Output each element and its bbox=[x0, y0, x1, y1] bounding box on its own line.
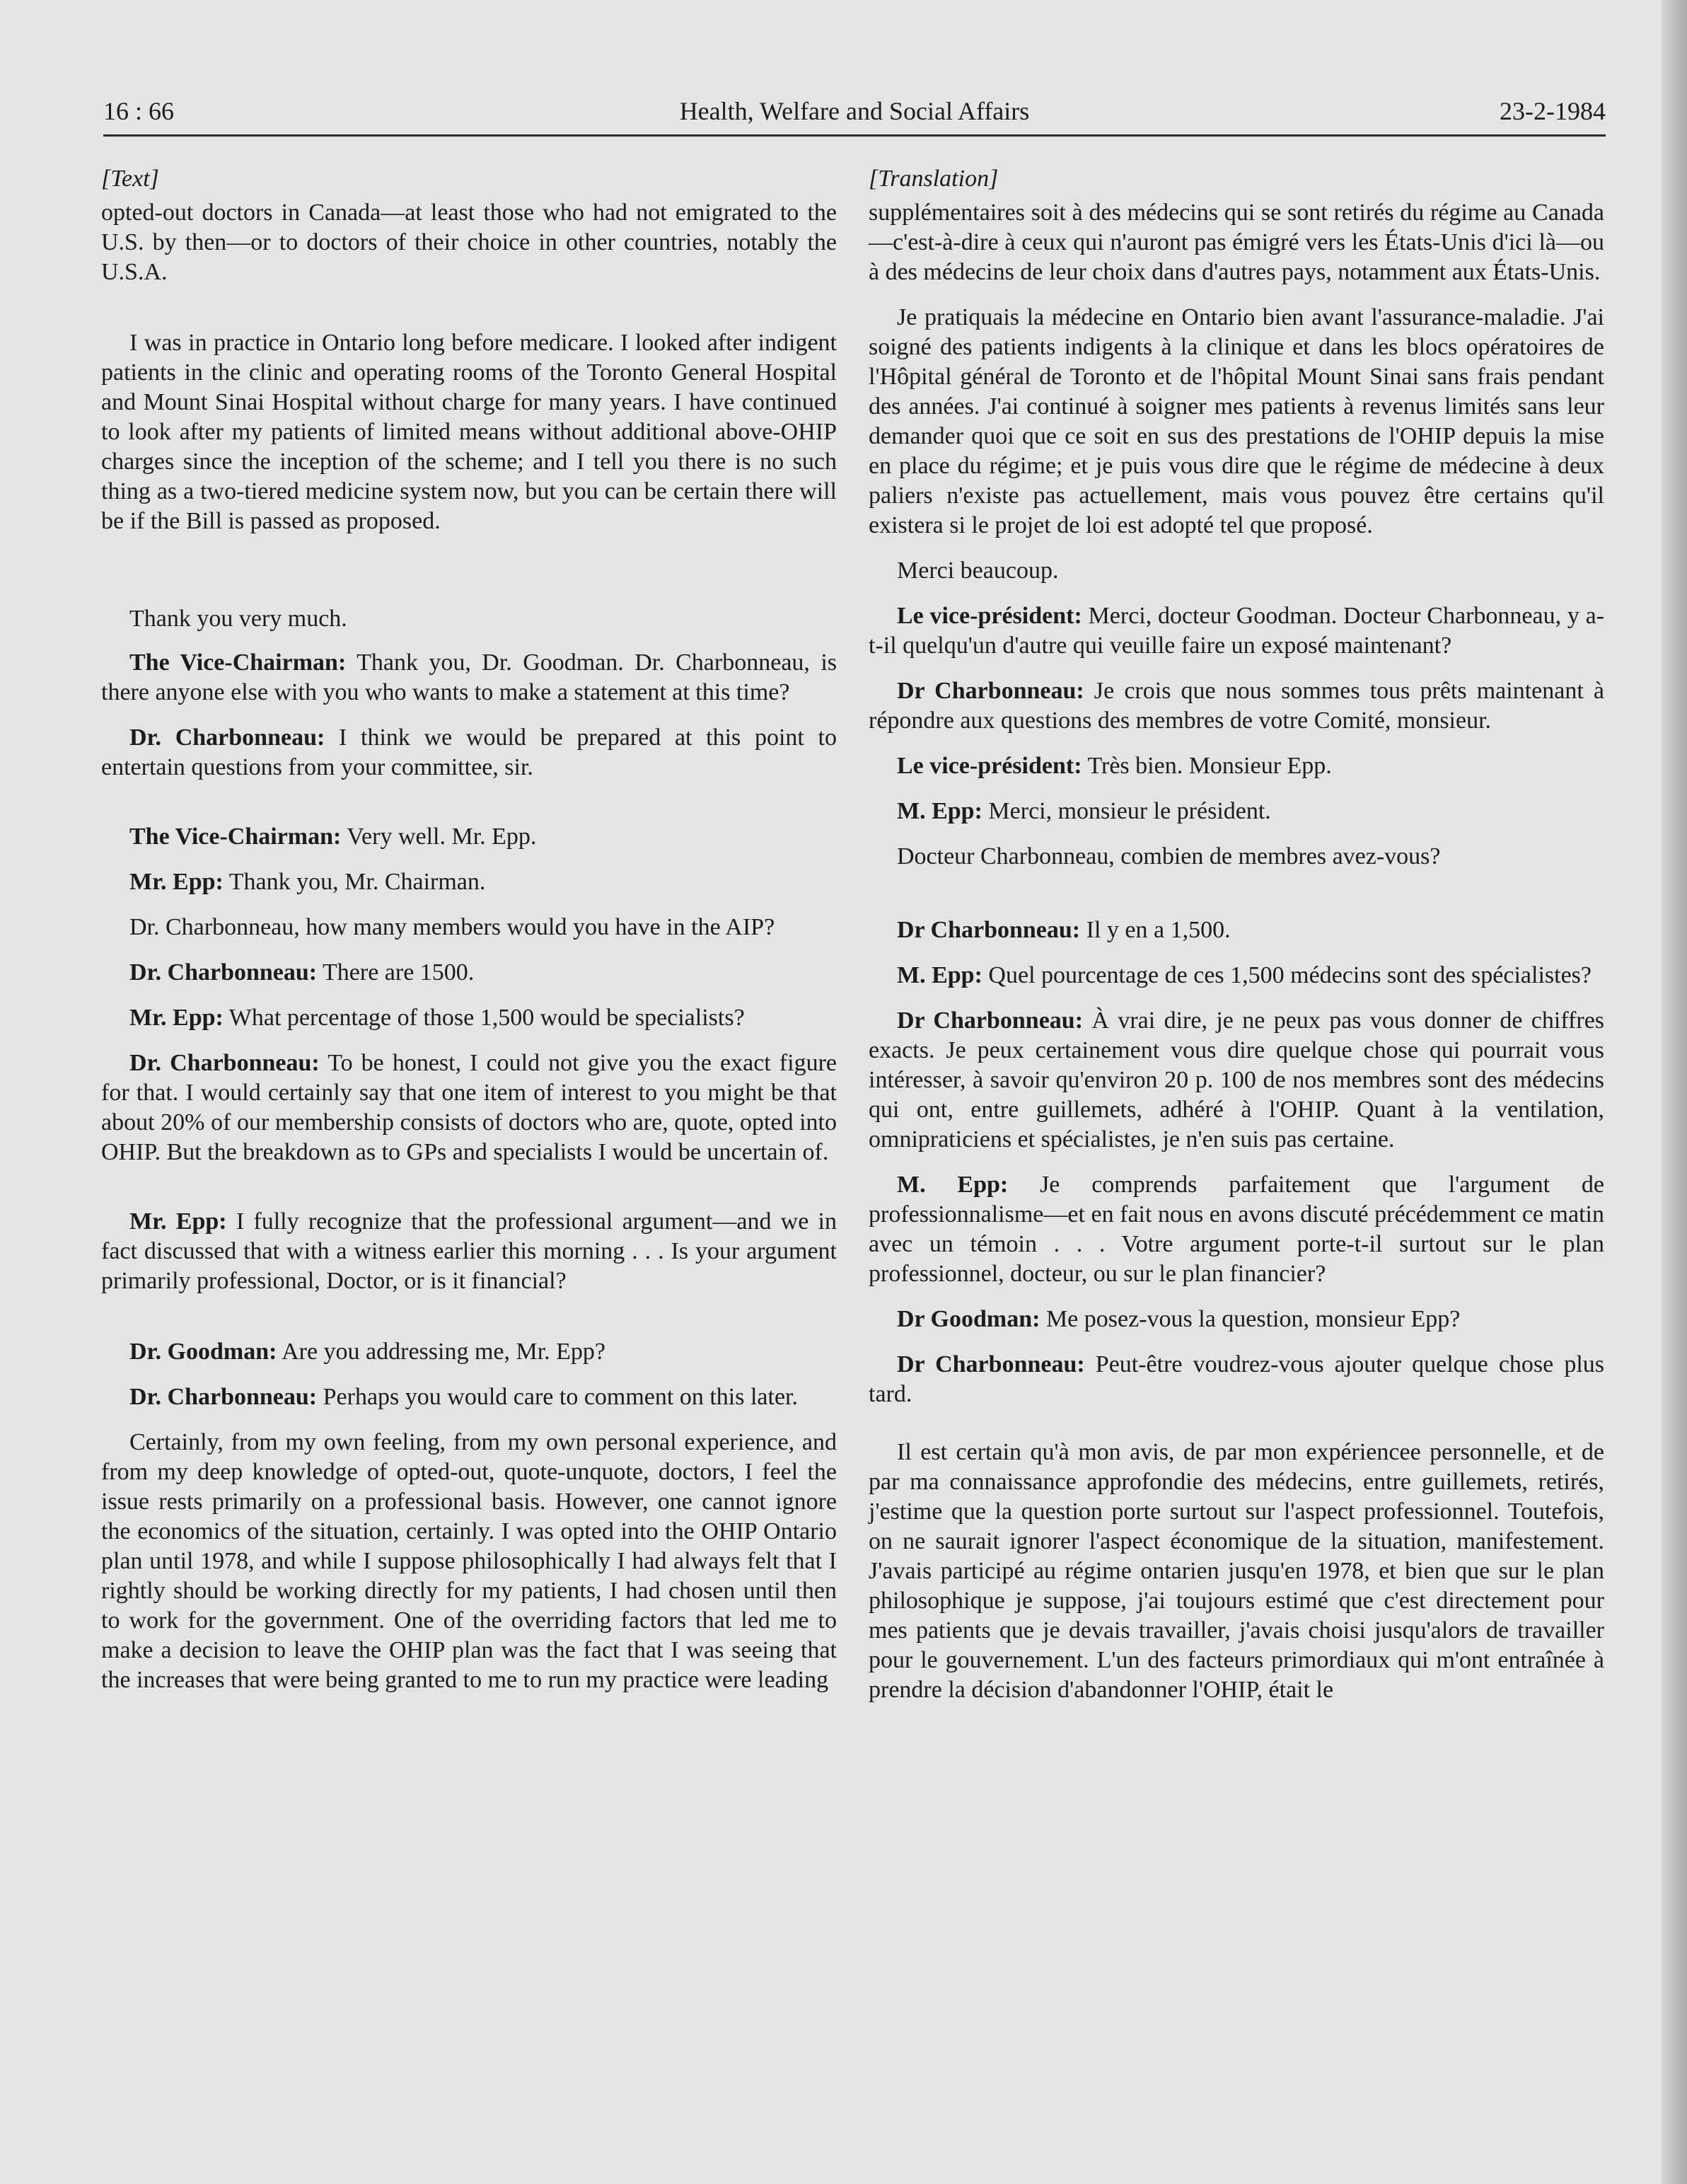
speech-paragraph: Dr. Goodman: Are you addressing me, Mr. Epp? bbox=[129, 1339, 606, 1365]
speech-paragraph: Dr Goodman: Me posez-vous la question, monsieur Epp? bbox=[897, 1306, 1461, 1332]
paragraph: Certainly, from my own feeling, from my own personal experience, and from my deep knowledge of opted-out, quote-unquote, doctors, I feel the issue rests primarily on a professional basis. However, one cannot ignore the economics of the situation, certainly. I was opted into the OHIP Ontario plan until 1978, and while I suppose philosophically I had always felt that I rightly should be working directly for my patients, I had chosen until then to work for the government. One of the overriding factors that led me to make a decision to leave the OHIP plan was the fact that I was seeing that the increases that were being granted to me to run my practice were leading bbox=[101, 1429, 837, 1693]
speech-paragraph: Dr. Charbonneau: There are 1500. bbox=[129, 959, 475, 986]
speech-paragraph: Dr Charbonneau: Peut-être voudrez-vous ajouter quelque chose plus tard. bbox=[869, 1351, 1604, 1407]
speech-paragraph: Dr. Charbonneau: To be honest, I could not give you the exact figure for that. I would certainly say that one item of interest to you might be that about 20% of our membership consists of doctors who are, quote, opted into OHIP. But the breakdown as to GPs and specialists I would be uncertain of. bbox=[101, 1050, 837, 1165]
speaker-name: Dr Charbonneau: bbox=[897, 1351, 1085, 1377]
column-label: [Translation] bbox=[869, 166, 999, 192]
speaker-name: Dr. Charbonneau: bbox=[129, 1050, 320, 1076]
paragraph: Merci beaucoup. bbox=[897, 557, 1059, 584]
paragraph: I was in practice in Ontario long before medicare. I looked after indigent patients in the clinic and operating rooms of the Toronto General Hospital and Mount Sinai Hospital without charge for many years. I have continued to look after my patients of limited means without additional above-OHIP charges since the inception of the scheme; and I tell you there is no such thing as a two-tiered medicine system now, but you can be certain there will be if the Bill is passed as proposed. bbox=[101, 330, 837, 534]
paragraph: Docteur Charbonneau, combien de membres avez-vous? bbox=[897, 843, 1441, 869]
speech-paragraph: The Vice-Chairman: Very well. Mr. Epp. bbox=[129, 824, 537, 850]
paragraph: Dr. Charbonneau, how many members would you have in the AIP? bbox=[129, 914, 775, 940]
paragraph: Thank you very much. bbox=[129, 606, 347, 632]
speaker-name: Dr Charbonneau: bbox=[897, 1007, 1084, 1034]
speech-paragraph: Mr. Epp: Thank you, Mr. Chairman. bbox=[129, 869, 486, 895]
running-title: Health, Welfare and Social Affairs bbox=[679, 97, 1030, 125]
english-column bbox=[101, 164, 837, 1695]
speaker-name: Dr. Charbonneau: bbox=[129, 1384, 318, 1410]
paragraph: Il est certain qu'à mon avis, de par mon expérienceе personnelle, et de par ma connaissance approfondie des médecins, entre guillemets, retirés, j'estime que la question porte surtout sur l'aspect professionnel. Toutefois, on ne saurait ignorer l'aspect économique de la situation, manifestement. J'avais participé au régime ontarien jusqu'en 1978, et bien que sur le plan philosophique je suppose, j'ai toujours estimé que c'est directement pour mes patients que je devais travailler, j'avais choisi jusqu'alors de travailler pour le gouvernement. L'un des facteurs primordiaux qui m'ont entraînée à prendre la décision d'abandonner l'OHIP, était le bbox=[869, 1439, 1604, 1703]
speech-paragraph: The Vice-Chairman: Thank you, Dr. Goodman. Dr. Charbonneau, is there anyone else with you who wants to make a statement at this time? bbox=[101, 649, 837, 705]
speech-paragraph: Le vice-président: Merci, docteur Goodman. Docteur Charbonneau, y a-t-il quelqu'un d'autre qui veuille faire un exposé maintenant? bbox=[869, 603, 1604, 659]
speaker-name: M. Epp: bbox=[897, 1172, 1009, 1198]
speech-paragraph: Dr Charbonneau: À vrai dire, je ne peux pas vous donner de chiffres exacts. Je peux certainement vous dire quelque chose qui pourrait vous intéresser, à savoir qu'environ 20 p. 100 de nos membres sont des médecins qui ont, entre guillemets, adhéré à l'OHIP. Quant à la ventilation, omnipraticiens et spécialistes, je n'en suis pas certaine. bbox=[869, 1007, 1605, 1152]
speaker-name: The Vice-Chairman: bbox=[129, 649, 347, 676]
speech-paragraph: Mr. Epp: I fully recognize that the professional argument—and we in fact discussed that with a witness earlier this morning . . . Is your argument primarily professional, Doctor, or is it financial? bbox=[101, 1208, 837, 1294]
speaker-name: Mr. Epp: bbox=[129, 1208, 227, 1235]
speech-paragraph: Dr Charbonneau: Je crois que nous sommes tous prêts maintenant à répondre aux questions des membres de votre Comité, monsieur. bbox=[869, 678, 1604, 734]
page-edge bbox=[1662, 0, 1687, 2184]
page-header bbox=[103, 92, 1606, 137]
column-label: [Text] bbox=[101, 166, 159, 192]
speaker-name: Dr Charbonneau: bbox=[897, 678, 1084, 704]
speech-paragraph: Dr Charbonneau: Il y en a 1,500. bbox=[897, 917, 1231, 943]
speaker-name: Le vice-président: bbox=[897, 603, 1082, 629]
speaker-name: Dr Charbonneau: bbox=[897, 917, 1081, 943]
speech-paragraph: Mr. Epp: What percentage of those 1,500 would be specialists? bbox=[129, 1005, 745, 1031]
paragraph: opted-out doctors in Canada—at least those who had not emigrated to the U.S. by then—or to doctors of their choice in other countries, notably the U.S.A. bbox=[101, 200, 837, 285]
speech-paragraph: M. Epp: Merci, monsieur le président. bbox=[897, 798, 1271, 824]
speaker-name: Dr. Goodman: bbox=[129, 1339, 277, 1365]
speaker-name: The Vice-Chairman: bbox=[129, 824, 342, 850]
speech-paragraph: Le vice-président: Très bien. Monsieur Epp. bbox=[897, 753, 1332, 779]
page-date: 23-2-1984 bbox=[1500, 97, 1606, 125]
speech-paragraph: M. Epp: Quel pourcentage de ces 1,500 médecins sont des spécialistes? bbox=[897, 962, 1592, 988]
french-column bbox=[869, 164, 1604, 1705]
speaker-name: Dr. Charbonneau: bbox=[129, 959, 318, 986]
speaker-name: M. Epp: bbox=[897, 798, 982, 824]
speaker-name: M. Epp: bbox=[897, 962, 982, 988]
speaker-name: Dr. Charbonneau: bbox=[129, 724, 325, 751]
speech-paragraph: Dr. Charbonneau: Perhaps you would care to comment on this later. bbox=[129, 1384, 798, 1410]
speaker-name: Mr. Epp: bbox=[129, 1005, 224, 1031]
page-number: 16 : 66 bbox=[103, 97, 175, 125]
speech-paragraph: Dr. Charbonneau: I think we would be prepared at this point to entertain questions from your committee, sir. bbox=[101, 724, 837, 780]
paragraph: Je pratiquais la médecine en Ontario bien avant l'assurance-maladie. J'ai soigné des patients indigents à la clinique et dans les blocs opératoires de l'Hôpital général de Toronto et de l'hôpital Mount Sinai sans frais pendant des années. J'ai continué à soigner mes patients à revenus limités sans leur demander quoi que ce soit en sus des prestations de l'OHIP depuis la mise en place du régime; et je puis vous dire que le régime de médecine à deux paliers n'existe pas actuellement, mais vous pouvez être certains qu'il existera si le projet de loi est adopté tel que proposé. bbox=[869, 304, 1604, 538]
speaker-name: Le vice-président: bbox=[897, 753, 1082, 779]
speaker-name: Dr Goodman: bbox=[897, 1306, 1040, 1332]
paragraph: supplémentaires soit à des médecins qui se sont retirés du régime au Canada—c'est-à-dire à ceux qui n'auront pas émigré vers les États-Unis d'ici là—ou à des médecins de leur choix dans d'autres pays, notamment aux États-Unis. bbox=[869, 200, 1604, 285]
speech-paragraph: M. Epp: Je comprends parfaitement que l'argument de professionnalisme—et en fait nous en avons discuté précédemment ce matin avec un témoin . . . Votre argument porte-t-il surtout sur le plan professionnel, docteur, ou sur le plan financier? bbox=[869, 1172, 1604, 1287]
speaker-name: Mr. Epp: bbox=[129, 869, 224, 895]
